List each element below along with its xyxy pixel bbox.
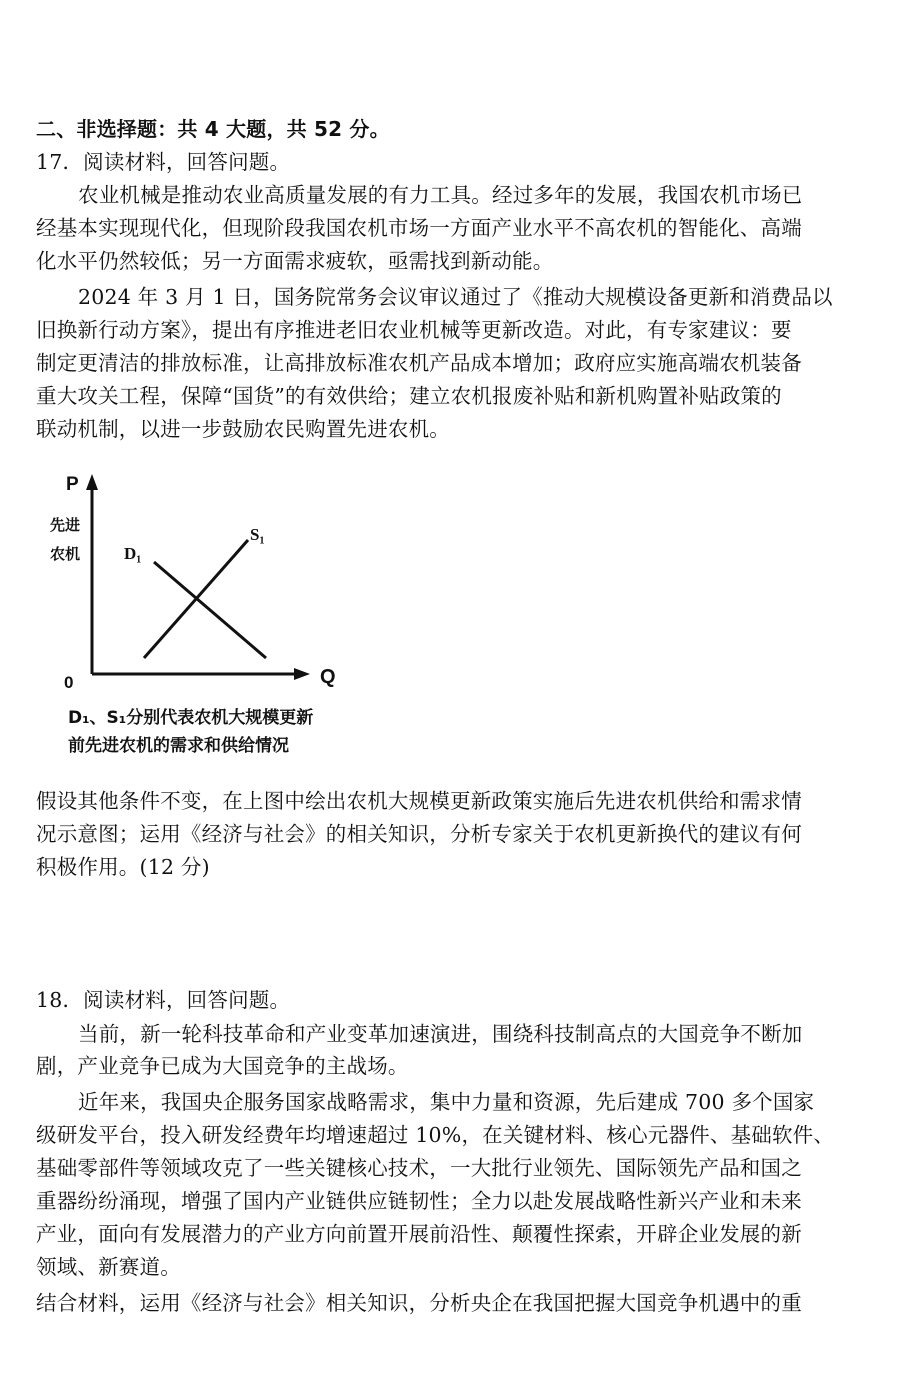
graph-caption-line1: D₁、S₁分别代表农机大规模更新 <box>68 708 314 728</box>
demand-label: D₁ <box>124 544 142 563</box>
q17-para2-line3: 制定更清洁的排放标准，让高排放标准农机产品成本增加；政府应实施高端农机装备 <box>36 351 802 375</box>
section-heading: 二、非选择题：共 4 大题，共 52 分。 <box>36 117 390 141</box>
q17-para2-line1: 2024 年 3 月 1 日，国务院常务会议审议通过了《推动大规模设备更新和消费品以 <box>78 285 833 309</box>
q18-title: 18．阅读材料，回答问题。 <box>36 988 291 1012</box>
q18-question-line1: 结合材料，运用《经济与社会》相关知识，分析央企在我国把握大国竞争机遇中的重 <box>36 1291 802 1315</box>
q17-para2-line2: 旧换新行动方案》，提出有序推进老旧农业机械等更新改造。对此，有专家建议：要 <box>36 318 792 342</box>
q18-para2-line4: 重器纷纷涌现，增强了国内产业链供应链韧性；全力以赴发展战略性新兴产业和未来 <box>36 1189 802 1213</box>
origin-label: 0 <box>64 673 74 692</box>
q18-para1-line1: 当前，新一轮科技革命和产业变革加速演进，围绕科技制高点的大国竞争不断加 <box>78 1022 803 1046</box>
y-axis-label: P <box>66 474 79 495</box>
supply-demand-graph <box>40 468 360 700</box>
q18-para2-line6: 领域、新赛道。 <box>36 1255 181 1279</box>
q17-question-line1: 假设其他条件不变，在上图中绘出农机大规模更新政策实施后先进农机供给和需求情 <box>36 789 802 813</box>
graph-caption-line2: 前先进农机的需求和供给情况 <box>68 736 289 756</box>
q18-para2-line5: 产业，面向有发展潜力的产业方向前置开展前沿性、颠覆性探索，开辟企业发展的新 <box>36 1222 802 1246</box>
y-axis-arrow <box>86 474 98 490</box>
q17-para1-line3: 化水平仍然较低；另一方面需求疲软，亟需找到新动能。 <box>36 249 554 273</box>
y-axis-desc-1: 先进 <box>50 516 81 534</box>
x-axis-label: Q <box>320 666 336 688</box>
q17-question-line3: 积极作用。(12 分) <box>36 855 210 879</box>
q18-para2-line2: 级研发平台，投入研发经费年均增速超过 10%，在关键材料、核心元器件、基础软件、 <box>36 1123 835 1147</box>
supply-label: S₁ <box>250 525 265 544</box>
demand-curve <box>154 562 266 658</box>
q18-para2-line1: 近年来，我国央企服务国家战略需求，集中力量和资源，先后建成 700 多个国家 <box>78 1090 815 1114</box>
x-axis-arrow <box>294 668 310 680</box>
q18-para2-line3: 基础零部件等领域攻克了一些关键核心技术，一大批行业领先、国际领先产品和国之 <box>36 1156 802 1180</box>
q17-title: 17．阅读材料，回答问题。 <box>36 150 291 174</box>
q17-para1-line2: 经基本实现现代化，但现阶段我国农机市场一方面产业水平不高农机的智能化、高端 <box>36 216 802 240</box>
supply-curve <box>144 540 248 658</box>
y-axis-desc-2: 农机 <box>50 545 81 563</box>
q17-question-line2: 况示意图；运用《经济与社会》的相关知识，分析专家关于农机更新换代的建议有何 <box>36 822 802 846</box>
q18-para1-line2: 剧，产业竞争已成为大国竞争的主战场。 <box>36 1054 409 1078</box>
q17-para2-line4: 重大攻关工程，保障“国货”的有效供给；建立农机报废补贴和新机购置补贴政策的 <box>36 384 782 408</box>
q17-para1-line1: 农业机械是推动农业高质量发展的有力工具。经过多年的发展，我国农机市场已 <box>78 183 803 207</box>
q17-para2-line5: 联动机制，以进一步鼓励农民购置先进农机。 <box>36 417 450 441</box>
